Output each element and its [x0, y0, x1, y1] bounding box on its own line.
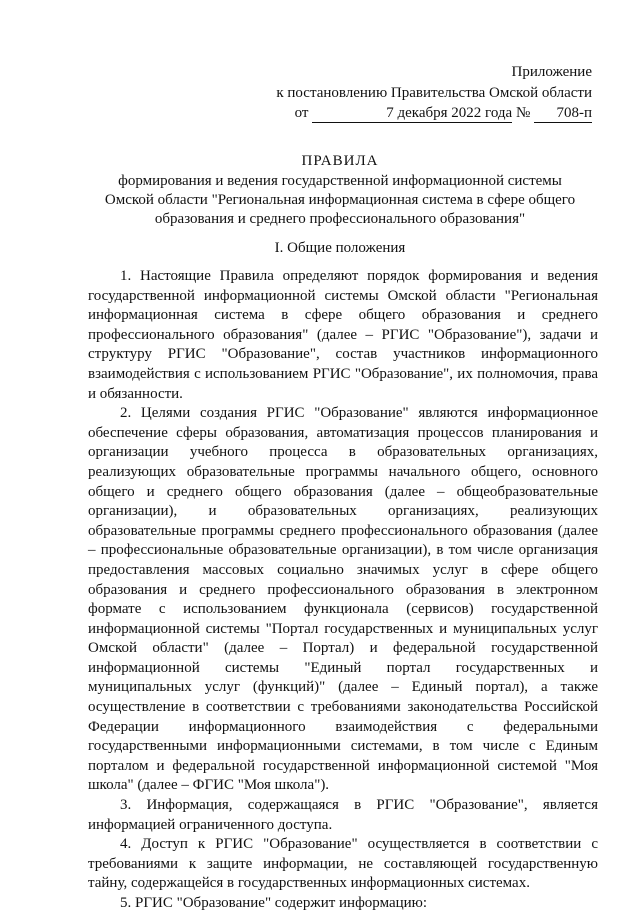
- paragraph-3: 3. Информация, содержащаяся в РГИС "Образование", является информацией ограниченного доступа.: [88, 797, 598, 833]
- document-body: [88, 267, 598, 914]
- attachment-label: Приложение: [511, 64, 592, 80]
- subtitle-line-1: формирования и ведения государственной информационной системы: [118, 173, 562, 189]
- document-subtitle: [80, 172, 600, 229]
- section-heading: I. Общие положения: [274, 240, 406, 256]
- paragraph-4: 4. Доступ к РГИС "Образование" осуществляется в соответствии с требованиями к защите информации, не составляющей государственную тайну, содержащейся в государственных информационных системах.: [88, 836, 598, 892]
- paragraph-2: 2. Целями создания РГИС "Образование" являются информационное обеспечение сферы образования, автоматизация процессов планирования и организации учебного процесса в образовательных организациях, реализующих образовательные программы начального общего, основного общего и среднего общего образования (далее – общеобразовательные организации), и образовательных организациях, реализующих образовательные программы среднего профессионального образования (далее – профессиональные образовательные организации), в том числе организация предоставления массовых социально значимых услуг в сфере общего образования и среднего профессионального образования в электронном формате с использованием функционала (сервисов) государственной информационной системы "Портал государственных и муниципальных услуг Омской области" (далее – Портал) и федеральной государственной информационной системы "Единый портал государственных и муниципальных услуг (функций)" (далее – Единый портал), а также осуществление в соответствии с требованиями законодательства Российской Федерации информационного взаимодействия с федеральными государственными информационными системами, в том числе с Единым порталом и федеральной государственной информационной системой "Моя школа" (далее – ФГИС "Моя школа").: [88, 405, 598, 794]
- from-label: от: [294, 105, 309, 121]
- subtitle-line-3: образования и среднего профессионального образования": [154, 211, 526, 227]
- date-number-line: [276, 103, 592, 124]
- subtitle-line-2: Омской области "Региональная информационная система в сфере общего: [104, 192, 576, 208]
- number-label: №: [515, 105, 531, 121]
- resolution-number: 708-п: [534, 105, 592, 123]
- paragraph-5: 5. РГИС "Образование" содержит информацию:: [120, 895, 428, 911]
- document-title: ПРАВИЛА: [301, 153, 379, 169]
- attachment-header: [276, 62, 592, 124]
- resolution-date: 7 декабря 2022 года: [312, 105, 512, 123]
- paragraph-1: 1. Настоящие Правила определяют порядок формирования и ведения государственной информационной системы Омской области "Региональная информационная система в сфере общего образования и среднего профессионального образования" (далее – РГИС "Образование"), задачи и структуру РГИС "Образование", состав участников информационного взаимодействия с использованием РГИС "Образование", их полномочия, права и обязанности.: [88, 268, 598, 402]
- resolution-reference: к постановлению Правительства Омской области: [276, 84, 592, 101]
